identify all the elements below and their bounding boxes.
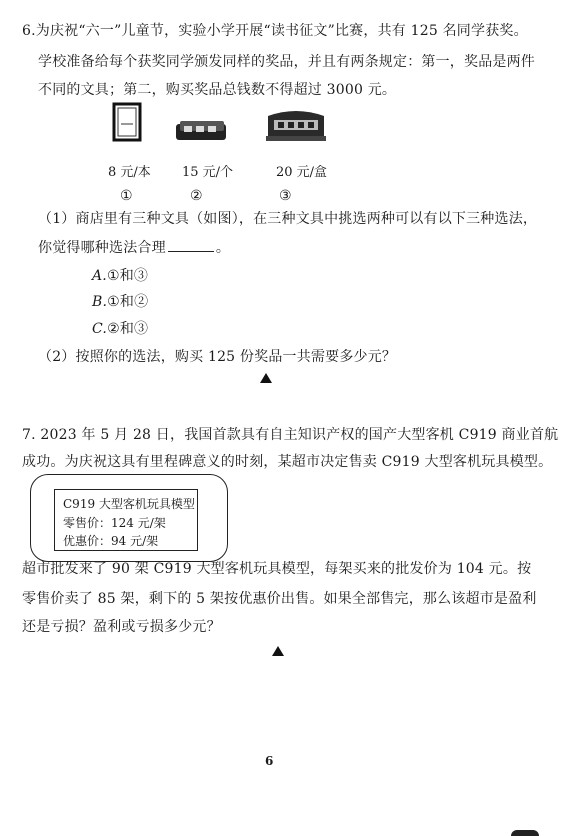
item2-number: ② — [190, 188, 203, 204]
item3-price: 20 元/盒 — [276, 165, 328, 180]
q7-body1: 超市批发来了 90 架 C919 大型客机玩具模型，每架买来的批发价为 104 元。按 — [22, 561, 532, 577]
answer-marker-icon — [260, 373, 272, 383]
q7-body2: 零售价卖了 85 架，剩下的 5 架按优惠价出售。如果全部售完，那么该超市是盈利 — [22, 591, 537, 607]
price-tag-retail: 零售价：124 元/架 — [63, 516, 166, 530]
item1-price: 8 元/本 — [108, 165, 151, 180]
option-a — [92, 265, 148, 285]
q6-line3: 不同的文具；第二，购买奖品总钱数不得超过 3000 元。 — [38, 82, 397, 98]
option-b — [92, 291, 148, 311]
notebook-icon — [112, 102, 142, 142]
q6-part2: （2）按照你的选法，购买 125 份奖品一共需要多少元？ — [38, 349, 397, 365]
answer-marker-icon — [272, 646, 284, 656]
option-c-letter: C. — [92, 321, 108, 337]
q6-line2: 学校准备给每个获奖同学颁发同样的奖品，并且有两条规定：第一，奖品是两件 — [38, 54, 535, 70]
option-a-letter: A. — [92, 268, 107, 284]
stationery-box-icon — [260, 106, 332, 144]
option-c-text: ②和③ — [107, 321, 149, 337]
q6-part1-line1: （1）商店里有三种文具（如图），在三种文具中挑选两种可以有以下三种选法， — [38, 211, 538, 227]
page-number: 6 — [265, 754, 274, 768]
option-b-text: ①和② — [107, 294, 149, 310]
price-tag-title: C919 大型客机玩具模型 — [63, 497, 195, 511]
option-a-text: ①和③ — [106, 268, 149, 284]
answer-blank[interactable] — [168, 237, 214, 252]
price-tag-discount: 优惠价：94 元/架 — [63, 534, 159, 548]
item2-price: 15 元/个 — [182, 165, 234, 180]
price-tag-box — [54, 489, 198, 551]
q6-line1: 6.为庆祝“六一”儿童节，实验小学开展“读书征文”比赛，共有 125 名同学获奖。 — [22, 23, 528, 39]
item3-number: ③ — [279, 188, 292, 204]
q7-body3: 还是亏损？盈利或亏损多少元？ — [22, 619, 221, 635]
q6-part1-question: 你觉得哪种选法合理 — [38, 240, 166, 256]
item1-number: ① — [120, 188, 133, 204]
option-b-letter: B. — [92, 294, 108, 310]
q6-part1-line2 — [38, 237, 230, 257]
pencil-box-icon — [174, 118, 230, 144]
q7-line1: 7. 2023 年 5 月 28 日，我国首款具有自主知识产权的国产大型客机 C919 商业首航 — [22, 427, 559, 443]
scan-edge-mark — [511, 830, 539, 836]
q6-part1-end: 。 — [215, 240, 231, 256]
option-c — [92, 318, 148, 338]
q7-line2: 成功。为庆祝这具有里程碑意义的时刻，某超市决定售卖 C919 大型客机玩具模型。 — [22, 454, 553, 470]
